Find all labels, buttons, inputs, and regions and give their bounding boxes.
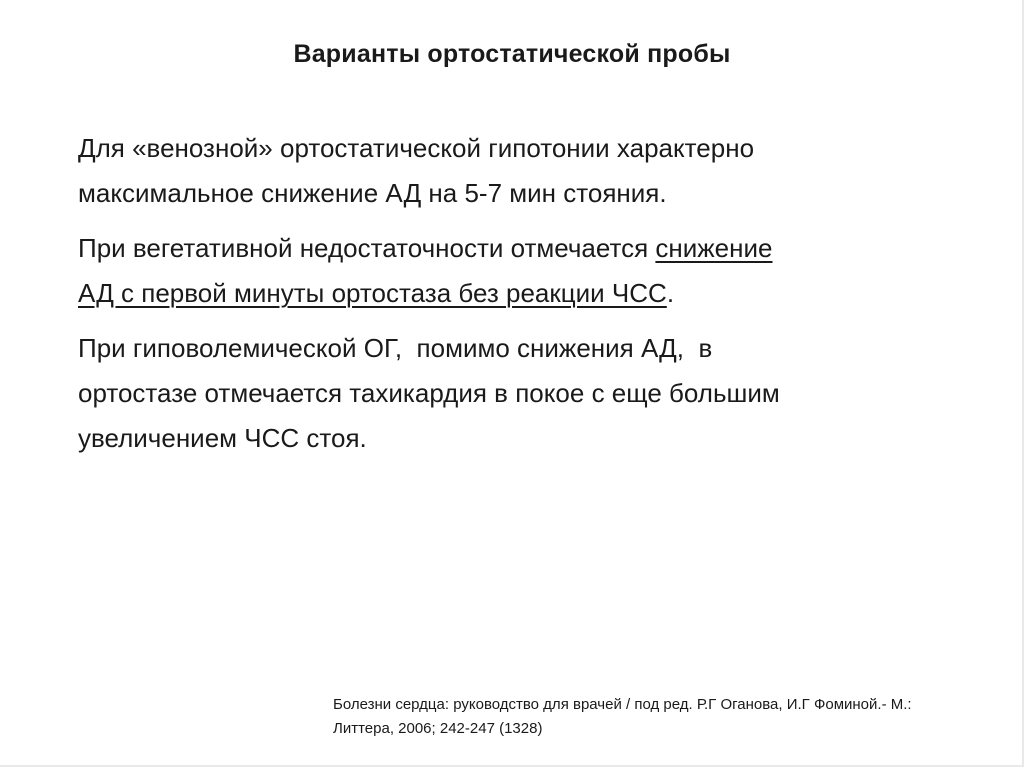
paragraph-line: максимальное снижение АД на 5-7 мин стояния. — [78, 178, 667, 208]
paragraph-line — [78, 226, 978, 271]
paragraph-line: ортостазе отмечается тахикардия в покое с еще большим — [78, 378, 780, 408]
paragraph-text: . — [666, 278, 675, 308]
paragraph-text: При вегетативной недостаточности отмечается — [78, 233, 656, 263]
paragraph-hypovolemic — [78, 326, 978, 461]
slide-body — [78, 126, 978, 471]
reference-line: Литтера, 2006; 242-247 (1328) — [333, 720, 543, 737]
reference-citation — [333, 693, 993, 741]
underlined-text: АД с первой минуты ортостаза без реакции ЧСС — [78, 278, 667, 308]
paragraph-line: При гиповолемической ОГ, помимо снижения АД, в — [78, 333, 713, 363]
paragraph-line: увеличением ЧСС стоя. — [78, 423, 367, 453]
reference-line: Болезни сердца: руководство для врачей / под ред. Р.Г Оганова, И.Г Фоминой.- М.: — [333, 696, 912, 713]
paragraph-line — [78, 271, 978, 316]
paragraph-line: Для «венозной» ортостатической гипотонии характерно — [78, 133, 755, 163]
paragraph-autonomic — [78, 226, 978, 316]
underlined-text: снижение — [655, 233, 773, 263]
slide-title: Варианты ортостатической пробы — [293, 40, 731, 68]
paragraph-venous — [78, 126, 978, 216]
